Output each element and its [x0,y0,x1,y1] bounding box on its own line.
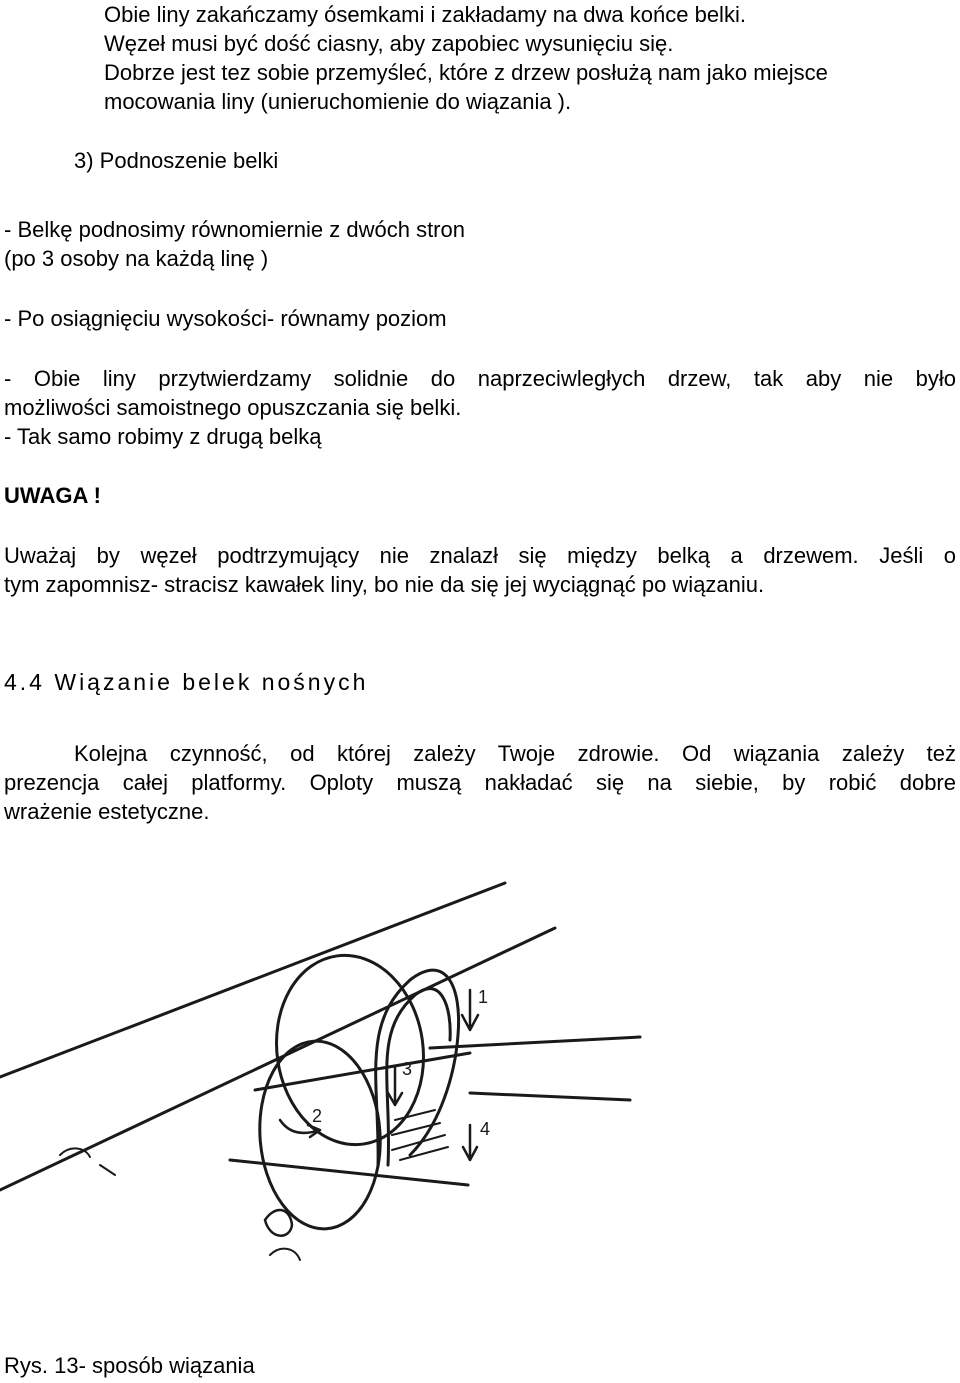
lashing-illustration [0,835,700,1350]
beam-end-ring [265,1210,292,1236]
section-3-item-3-line-1: - Obie liny przytwierdzamy solidnie do naprzeciwległych drzew, tak aby nie było [4,366,956,391]
rope-wrap-path-inner [387,989,450,1165]
section-3-item-2: - Po osiągnięciu wysokości- równamy poziom [4,306,447,331]
figure-caption: Rys. 13- sposób wiązania [4,1353,255,1378]
section-3-heading: 3) Podnoszenie belki [74,148,279,173]
label-1: 1 [478,987,489,1007]
intro-line-2: Węzeł musi być dość ciasny, aby zapobiec wysunięciu się. [104,31,674,56]
arrow-4-icon [463,1125,477,1160]
section-3-item-1-line-2: (po 3 osoby na każdą linę ) [4,246,269,271]
section-4-4-para-line-3: wrażenie estetyczne. [4,799,210,824]
section-4-4-heading: 4.4 Wiązanie belek nośnych [4,669,369,695]
intro-line-4: mocowania liny (unieruchomienie do wiązania ). [104,89,572,114]
arrow-3-icon [388,1067,402,1105]
section-4-4-para-line-2: prezencja całej platformy. Oploty muszą nakładać się na siebie, by robić dobre [4,770,956,795]
section-3-item-4: - Tak samo robimy z drugą belką [4,424,322,449]
label-3: 3 [402,1059,413,1079]
shading-lines [392,1110,448,1160]
warning-line-1: Uważaj by węzeł podtrzymujący nie znalazł się między belką a drzewem. Jeśli o [4,543,956,568]
crossbeam-right-lower-edge [470,1093,630,1100]
warning-title: UWAGA ! [4,483,101,508]
arrow-1-icon [462,990,478,1030]
section-3-item-1-line-1: - Belkę podnosimy równomiernie z dwóch stron [4,217,465,242]
label-4: 4 [480,1119,491,1139]
section-3-item-3-line-2: możliwości samoistnego opuszczania się belki. [4,395,462,420]
section-4-4-para-line-1: Kolejna czynność, od której zależy Twoje zdrowie. Od wiązania zależy też [74,741,956,766]
crossbeam-right-upper-edge [430,1037,640,1048]
intro-line-3: Dobrze jest tez sobie przemyśleć, które z drzew posłużą nam jako miejsce [104,60,828,85]
intro-line-1: Obie liny zakańczamy ósemkami i zakładamy na dwa końce belki. [104,2,746,27]
label-2: 2 [312,1106,323,1126]
warning-line-2: tym zapomnisz- stracisz kawałek liny, bo nie da się jej wyciągnąć po wiązaniu. [4,572,765,597]
